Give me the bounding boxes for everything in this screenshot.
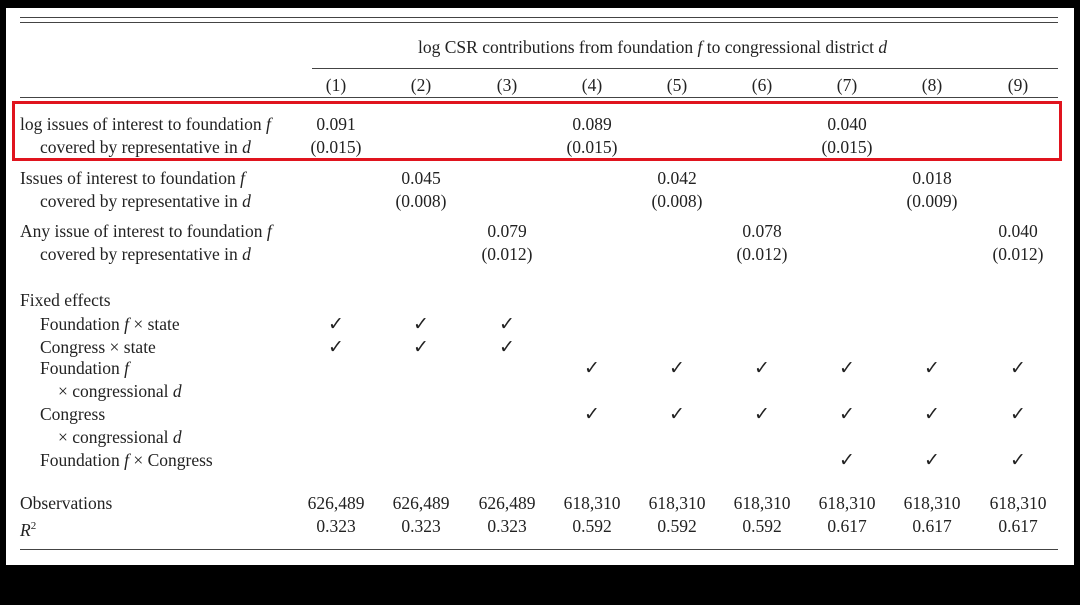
row-label-continued: covered by representative in d (40, 244, 251, 264)
observations-label: Observations (20, 493, 113, 513)
observations-value: 618,310 (989, 493, 1047, 513)
standard-error: (0.015) (566, 137, 618, 157)
checkmark-icon: ✓ (328, 337, 344, 358)
checkmark-icon: ✓ (413, 337, 429, 358)
standard-error: (0.012) (481, 244, 533, 264)
fixed-effect-label: Foundation f (40, 358, 129, 378)
checkmark-icon: ✓ (1010, 404, 1026, 425)
checkmark-icon: ✓ (924, 358, 940, 379)
column-header: (1) (325, 75, 347, 95)
column-header: (7) (836, 75, 858, 95)
observations-value: 618,310 (563, 493, 621, 513)
checkmark-icon: ✓ (669, 358, 685, 379)
fixed-effect-label: Congress × state (40, 337, 156, 357)
observations-value: 626,489 (478, 493, 536, 513)
checkmark-icon: ✓ (328, 314, 344, 335)
coefficient: 0.040 (827, 114, 867, 134)
checkmark-icon: ✓ (924, 450, 940, 471)
results-table (6, 8, 1074, 565)
coefficient: 0.079 (487, 221, 527, 241)
r2-label: $R^2$ (20, 519, 37, 540)
row-label-continued: covered by representative in d (40, 137, 251, 157)
observations-value: 618,310 (733, 493, 791, 513)
checkmark-icon: ✓ (754, 358, 770, 379)
row-label: Issues of interest to foundation f (20, 168, 246, 188)
checkmark-icon: ✓ (754, 404, 770, 425)
top-rule-1 (20, 17, 1058, 18)
coefficient: 0.040 (998, 221, 1038, 241)
standard-error: (0.015) (821, 137, 873, 157)
checkmark-icon: ✓ (924, 404, 940, 425)
column-header: (3) (496, 75, 518, 95)
r2-value: 0.592 (657, 516, 697, 536)
checkmark-icon: ✓ (499, 314, 515, 335)
checkmark-icon: ✓ (1010, 358, 1026, 379)
fixed-effect-label: Congress (40, 404, 106, 424)
coefficient: 0.042 (657, 168, 697, 188)
header-rule (312, 68, 1058, 69)
fixed-effect-label: Foundation f × Congress (40, 450, 213, 470)
column-rule (20, 97, 1058, 98)
observations-value: 618,310 (818, 493, 876, 513)
coefficient: 0.089 (572, 114, 612, 134)
column-header: (6) (751, 75, 773, 95)
checkmark-icon: ✓ (1010, 450, 1026, 471)
checkmark-icon: ✓ (584, 404, 600, 425)
fixed-effect-label: Foundation f × state (40, 314, 180, 334)
fixed-effect-label-continued: × congressional d (58, 427, 182, 447)
standard-error: (0.008) (395, 191, 447, 211)
standard-error: (0.012) (992, 244, 1044, 264)
standard-error: (0.012) (736, 244, 788, 264)
r2-value: 0.323 (487, 516, 527, 536)
checkmark-icon: ✓ (839, 450, 855, 471)
standard-error: (0.015) (310, 137, 362, 157)
table-header: log CSR contributions from foundation f to congressional district d (418, 37, 888, 57)
observations-value: 626,489 (307, 493, 365, 513)
coefficient: 0.091 (316, 114, 356, 134)
r2-value: 0.323 (316, 516, 356, 536)
top-rule-2 (20, 22, 1058, 23)
column-header: (9) (1007, 75, 1029, 95)
checkmark-icon: ✓ (584, 358, 600, 379)
r2-value: 0.617 (912, 516, 952, 536)
checkmark-icon: ✓ (669, 404, 685, 425)
observations-value: 618,310 (903, 493, 961, 513)
checkmark-icon: ✓ (413, 314, 429, 335)
standard-error: (0.008) (651, 191, 703, 211)
row-label: log issues of interest to foundation f (20, 114, 271, 134)
observations-value: 618,310 (648, 493, 706, 513)
checkmark-icon: ✓ (839, 404, 855, 425)
fixed-effect-label-continued: × congressional d (58, 381, 182, 401)
bottom-rule (20, 549, 1058, 550)
fixed-effects-title: Fixed effects (20, 290, 111, 310)
r2-value: 0.592 (572, 516, 612, 536)
coefficient: 0.018 (912, 168, 952, 188)
column-header: (4) (581, 75, 603, 95)
checkmark-icon: ✓ (499, 337, 515, 358)
r2-value: 0.617 (827, 516, 867, 536)
r2-value: 0.323 (401, 516, 441, 536)
r2-value: 0.617 (998, 516, 1038, 536)
column-header: (2) (410, 75, 432, 95)
column-header: (8) (921, 75, 943, 95)
coefficient: 0.078 (742, 221, 782, 241)
row-label-continued: covered by representative in d (40, 191, 251, 211)
observations-value: 626,489 (392, 493, 450, 513)
r2-value: 0.592 (742, 516, 782, 536)
standard-error: (0.009) (906, 191, 958, 211)
row-label: Any issue of interest to foundation f (20, 221, 272, 241)
coefficient: 0.045 (401, 168, 441, 188)
column-header: (5) (666, 75, 688, 95)
checkmark-icon: ✓ (839, 358, 855, 379)
